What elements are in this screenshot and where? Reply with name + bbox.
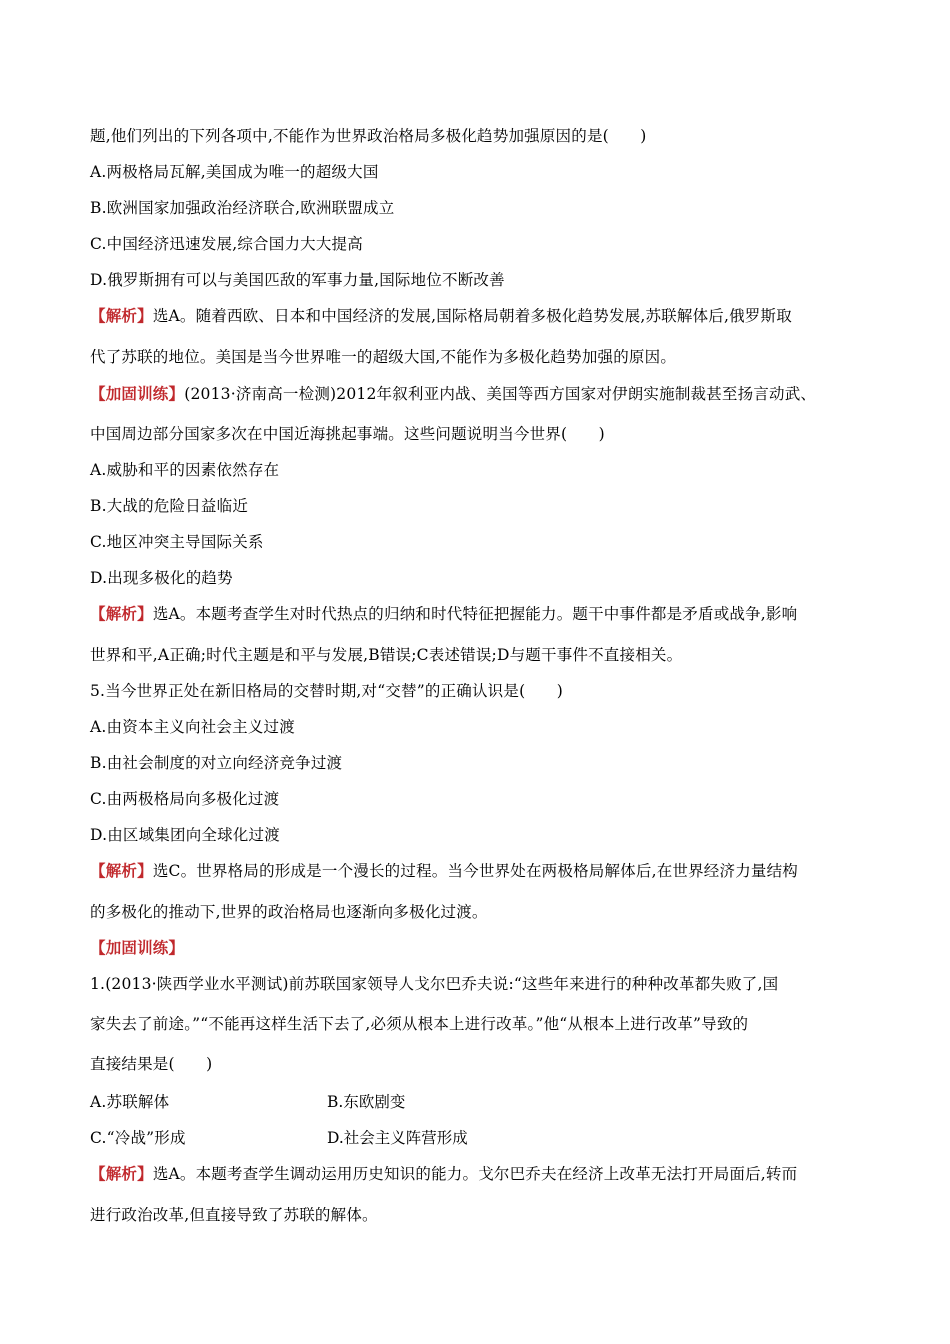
option-c: C.“冷战”形成 [90,1129,186,1147]
analysis-tag: 【解析】 [90,306,153,325]
practice-tag: 【加固训练】 [90,384,185,403]
analysis-text: 选A。本题考查学生调动运用历史知识的能力。戈尔巴乔夫在经济上改革无法打开局面后,转而 [152,1165,798,1183]
option-c: C.中国经济迅速发展,综合国力大大提高 [90,235,363,253]
analysis-tag: 【解析】 [90,861,153,880]
option-a: A.苏联解体 [90,1093,170,1111]
analysis [90,604,797,624]
question-stem-cont: 中国周边部分国家多次在中国近海挑起事端。这些问题说明当今世界( ) [90,425,605,443]
option-a: A.两极格局瓦解,美国成为唯一的超级大国 [90,163,379,181]
option-d: D.俄罗斯拥有可以与美国匹敌的军事力量,国际地位不断改善 [90,271,505,289]
question-stem: 5.当今世界正处在新旧格局的交替时期,对“交替”的正确认识是( ) [90,682,563,700]
practice-tag: 【加固训练】 [90,938,185,957]
analysis [90,306,792,326]
option-d: D.由区域集团向全球化过渡 [90,826,280,844]
question-stem-cont: 家失去了前途。”“不能再这样生活下去了,必须从根本上进行改革。”他“从根本上进行改革”导致的 [90,1015,749,1033]
option-d: D.社会主义阵营形成 [327,1129,468,1147]
option-b: B.大战的危险日益临近 [90,497,249,515]
question-stem: 1.(2013·陕西学业水平测试)前苏联国家领导人戈尔巴乔夫说:“这些年来进行的种种改革都失败了,国 [90,975,779,993]
analysis-tag: 【解析】 [90,1164,153,1183]
question-stem: 题,他们列出的下列各项中,不能作为世界政治格局多极化趋势加强原因的是( ) [90,127,647,145]
option-c: C.由两极格局向多极化过渡 [90,790,280,808]
analysis-text-cont: 进行政治改革,但直接导致了苏联的解体。 [90,1206,378,1224]
question-stem-cont: 直接结果是( ) [90,1055,213,1073]
analysis-text: 选C。世界格局的形成是一个漫长的过程。当今世界处在两极格局解体后,在世界经济力量结构 [152,862,799,880]
option-d: D.出现多极化的趋势 [90,569,233,587]
analysis-text-cont: 世界和平,A正确;时代主题是和平与发展,B错误;C表述错误;D与题干事件不直接相关。 [90,646,683,664]
analysis [90,1164,797,1184]
analysis-text: 选A。本题考查学生对时代热点的归纳和时代特征把握能力。题干中事件都是矛盾或战争,影响 [152,605,798,623]
analysis-text-cont: 代了苏联的地位。美国是当今世界唯一的超级大国,不能作为多极化趋势加强的原因。 [90,348,677,366]
option-c: C.地区冲突主导国际关系 [90,533,264,551]
option-b: B.由社会制度的对立向经济竞争过渡 [90,754,343,772]
question-stem: (2013·济南高一检测)2012年叙利亚内战、美国等西方国家对伊朗实施制裁甚至扬言动武、 [184,385,817,403]
analysis-tag: 【解析】 [90,604,153,623]
option-b: B.东欧剧变 [327,1093,406,1111]
analysis-text: 选A。随着西欧、日本和中国经济的发展,国际格局朝着多极化趋势发展,苏联解体后,俄罗斯取 [152,307,792,325]
option-a: A.由资本主义向社会主义过渡 [90,718,295,736]
analysis-text-cont: 的多极化的推动下,世界的政治格局也逐渐向多极化过渡。 [90,903,488,921]
option-a: A.威胁和平的因素依然存在 [90,461,280,479]
practice-question [90,384,816,404]
analysis [90,861,798,881]
option-b: B.欧洲国家加强政治经济联合,欧洲联盟成立 [90,199,395,217]
